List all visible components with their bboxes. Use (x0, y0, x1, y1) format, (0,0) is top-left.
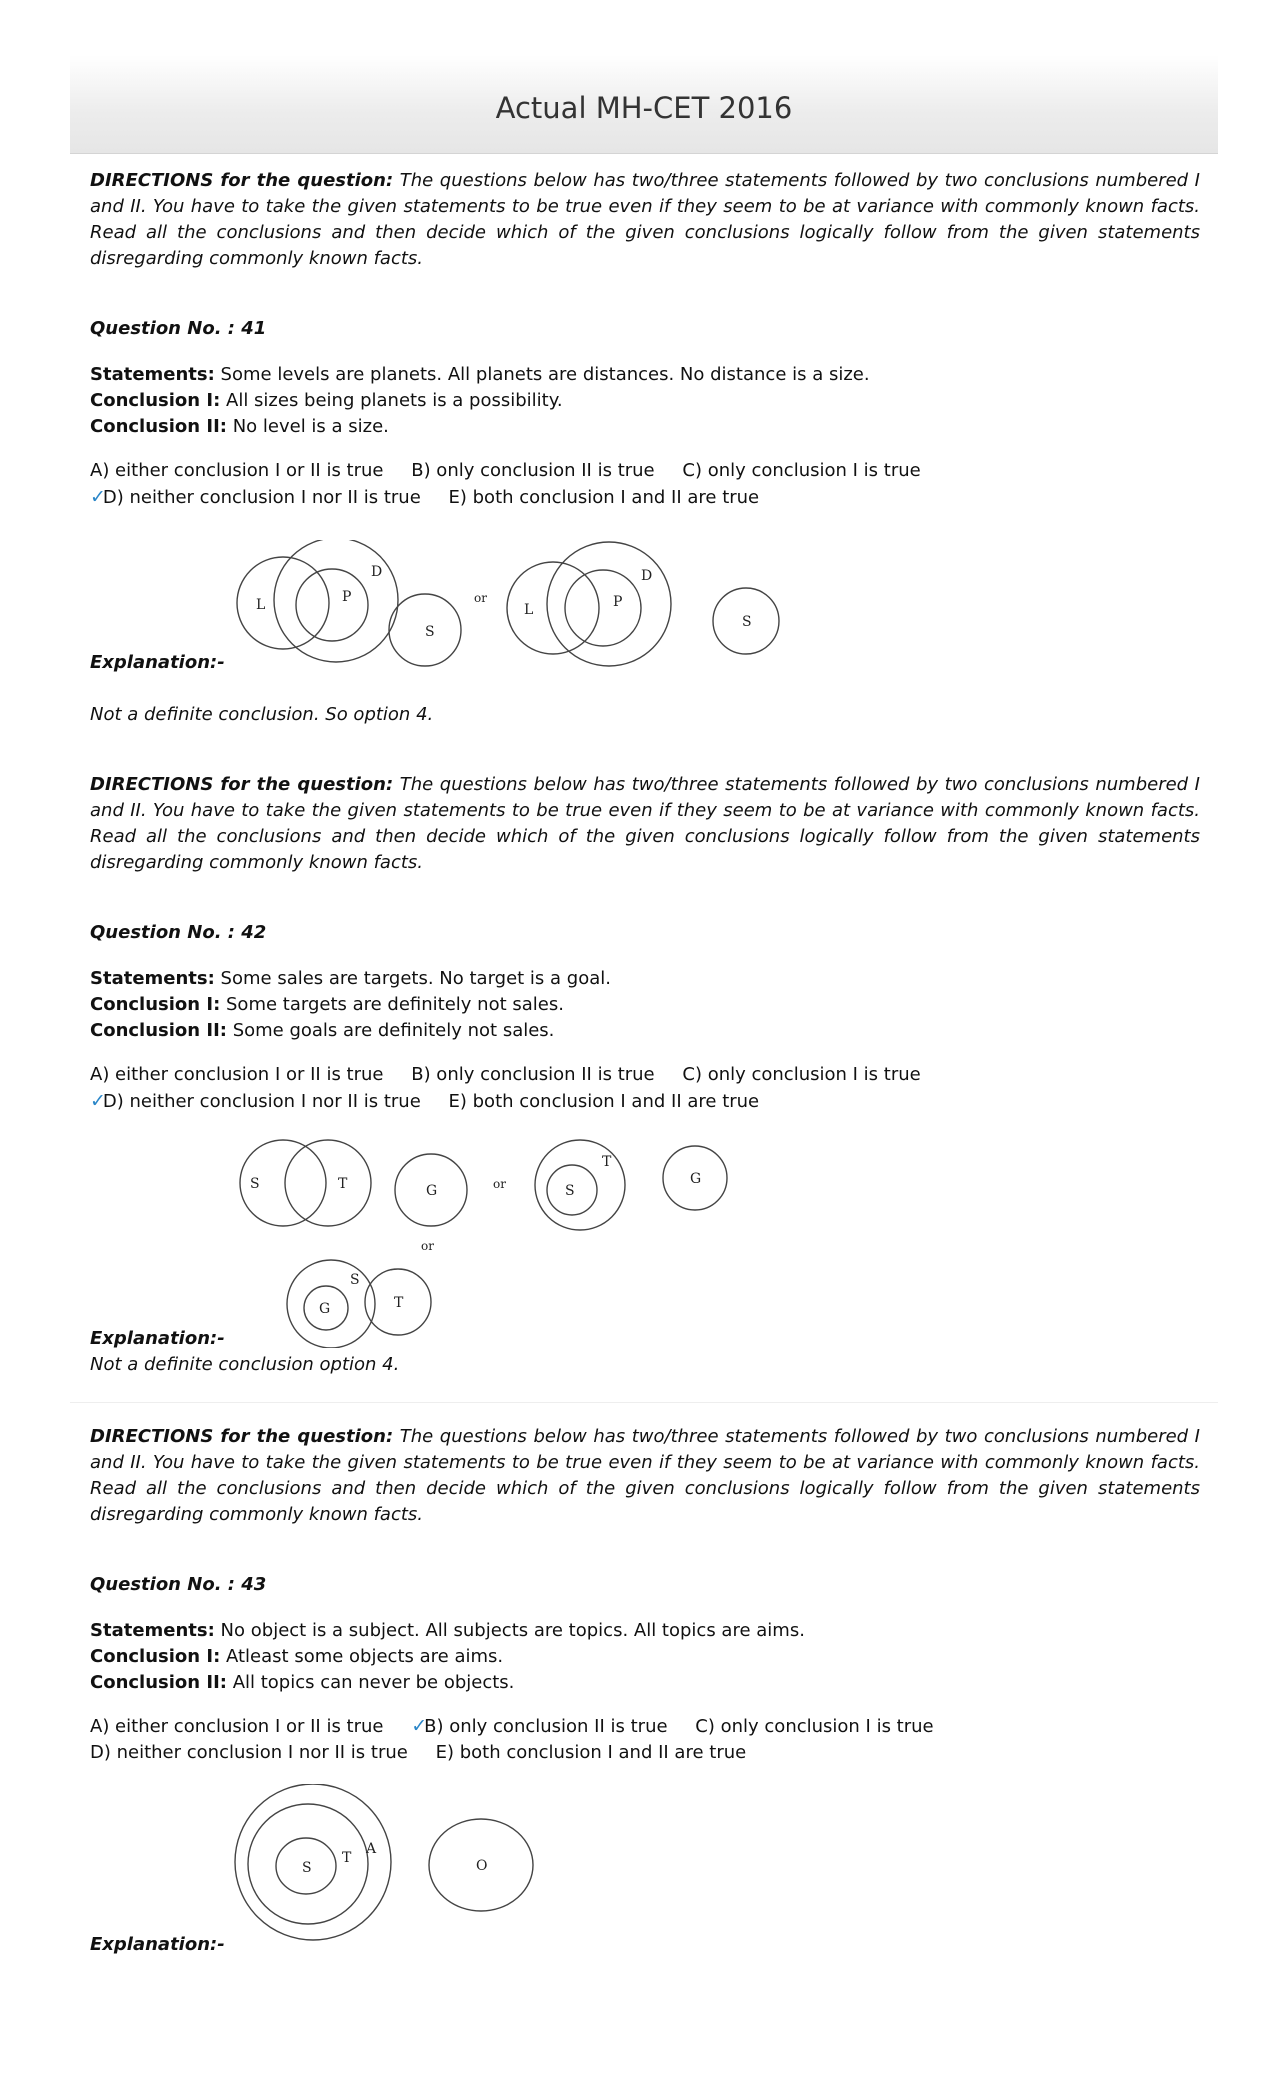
venn-label-s: S (742, 614, 752, 630)
explanation-text: Not a definite conclusion option 4. (90, 1354, 400, 1375)
venn-label-l: L (256, 597, 266, 613)
venn-label-t: T (602, 1154, 612, 1170)
venn-label-t: T (338, 1176, 348, 1192)
correct-answer-check-icon: ✓ (411, 1715, 428, 1737)
option-a[interactable]: A) either conclusion I or II is true (90, 1716, 384, 1737)
venn-label-t: T (342, 1850, 352, 1866)
venn-label-s: S (425, 624, 435, 640)
venn-label-a: A (366, 1841, 377, 1857)
option-e[interactable]: E) both conclusion I and II are true (435, 1742, 747, 1763)
option-d[interactable]: D) neither conclusion I nor II is true (102, 1091, 421, 1112)
option-a[interactable]: A) either conclusion I or II is true (90, 460, 384, 481)
venn-diagram (228, 1138, 748, 1348)
conclusion-2-line: Conclusion II: No level is a size. (90, 416, 389, 437)
conclusion-1-line: Conclusion I: All sizes being planets is a possibility. (90, 390, 563, 411)
question-number: Question No. : 42 (90, 922, 267, 943)
option-c[interactable]: C) only conclusion I is true (695, 1716, 934, 1737)
venn-label-o: O (476, 1858, 488, 1874)
question-statements (90, 362, 1200, 440)
explanation-label: Explanation:- (90, 652, 225, 673)
venn-diagram (228, 1784, 548, 1954)
venn-label-or: or (474, 591, 487, 605)
question-statements (90, 966, 1200, 1044)
option-a[interactable]: A) either conclusion I or II is true (90, 1064, 384, 1085)
venn-circle-t (535, 1140, 625, 1230)
explanation-label: Explanation:- (90, 1934, 225, 1955)
options-list (90, 1713, 1200, 1766)
venn-circle-p (565, 570, 641, 646)
venn-label-s: S (565, 1183, 575, 1199)
venn-label-d: D (641, 568, 653, 584)
statements-line: Statements: Some levels are planets. All planets are distances. No distance is a size. (90, 364, 870, 385)
section-divider (70, 1402, 1218, 1403)
option-b[interactable]: B) only conclusion II is true (424, 1716, 668, 1737)
venn-circle-l (237, 557, 329, 649)
venn-label-t: T (394, 1295, 404, 1311)
conclusion-1-line: Conclusion I: Atleast some objects are aims. (90, 1646, 504, 1667)
directions-block (90, 168, 1200, 272)
option-c[interactable]: C) only conclusion I is true (682, 460, 921, 481)
directions-text: DIRECTIONS for the question: The questions below has two/three statements followed by two conclusions numbered I and II. You have to take the given statements to be true even if they seem to be at variance with commonly known facts. Read all the conclusions and then decide which of the given conclusions logically follow from the given statements disregarding commonly known facts. (90, 774, 1200, 873)
option-d[interactable]: D) neither conclusion I nor II is true (102, 487, 421, 508)
venn-label-g: G (426, 1183, 438, 1199)
venn-label-or: or (493, 1177, 506, 1191)
venn-circle-p (296, 569, 368, 641)
directions-text: DIRECTIONS for the question: The questions below has two/three statements followed by two conclusions numbered I and II. You have to take the given statements to be true even if they seem to be at variance with commonly known facts. Read all the conclusions and then decide which of the given conclusions logically follow from the given statements disregarding commonly known facts. (90, 1426, 1200, 1525)
explanation-label: Explanation:- (90, 1328, 225, 1349)
question-statements (90, 1618, 1200, 1696)
venn-label-s: S (302, 1860, 312, 1876)
question-number: Question No. : 43 (90, 1574, 267, 1595)
venn-label-s: S (350, 1272, 360, 1288)
conclusion-2-line: Conclusion II: All topics can never be objects. (90, 1672, 515, 1693)
statements-line: Statements: No object is a subject. All subjects are topics. All topics are aims. (90, 1620, 805, 1641)
page-title: Actual MH-CET 2016 (495, 91, 793, 125)
directions-block (90, 1424, 1200, 1528)
options-list (90, 458, 1200, 511)
directions-block (90, 772, 1200, 876)
options-list (90, 1062, 1200, 1115)
venn-label-p: P (342, 589, 352, 605)
page-header (70, 55, 1218, 154)
correct-answer-check-icon: ✓ (90, 1090, 106, 1112)
option-e[interactable]: E) both conclusion I and II are true (448, 487, 760, 508)
option-d[interactable]: D) neither conclusion I nor II is true (90, 1742, 408, 1763)
explanation-text: Not a definite conclusion. So option 4. (90, 704, 434, 725)
correct-answer-check-icon: ✓ (90, 486, 106, 508)
venn-label-or: or (421, 1239, 434, 1253)
venn-label-d: D (371, 564, 383, 580)
venn-circle-t (285, 1140, 371, 1226)
statements-line: Statements: Some sales are targets. No target is a goal. (90, 968, 611, 989)
option-b[interactable]: B) only conclusion II is true (411, 460, 655, 481)
option-e[interactable]: E) both conclusion I and II are true (448, 1091, 760, 1112)
venn-label-g: G (319, 1301, 331, 1317)
directions-text: DIRECTIONS for the question: The questions below has two/three statements followed by two conclusions numbered I and II. You have to take the given statements to be true even if they seem to be at variance with commonly known facts. Read all the conclusions and then decide which of the given conclusions logically follow from the given statements disregarding commonly known facts. (90, 170, 1200, 269)
conclusion-1-line: Conclusion I: Some targets are definitely not sales. (90, 994, 564, 1015)
venn-label-g: G (690, 1171, 702, 1187)
venn-label-l: L (524, 602, 534, 618)
question-number: Question No. : 41 (90, 318, 267, 339)
venn-label-p: P (613, 594, 623, 610)
option-c[interactable]: C) only conclusion I is true (682, 1064, 921, 1085)
option-b[interactable]: B) only conclusion II is true (411, 1064, 655, 1085)
venn-label-s: S (250, 1176, 260, 1192)
conclusion-2-line: Conclusion II: Some goals are definitely not sales. (90, 1020, 555, 1041)
